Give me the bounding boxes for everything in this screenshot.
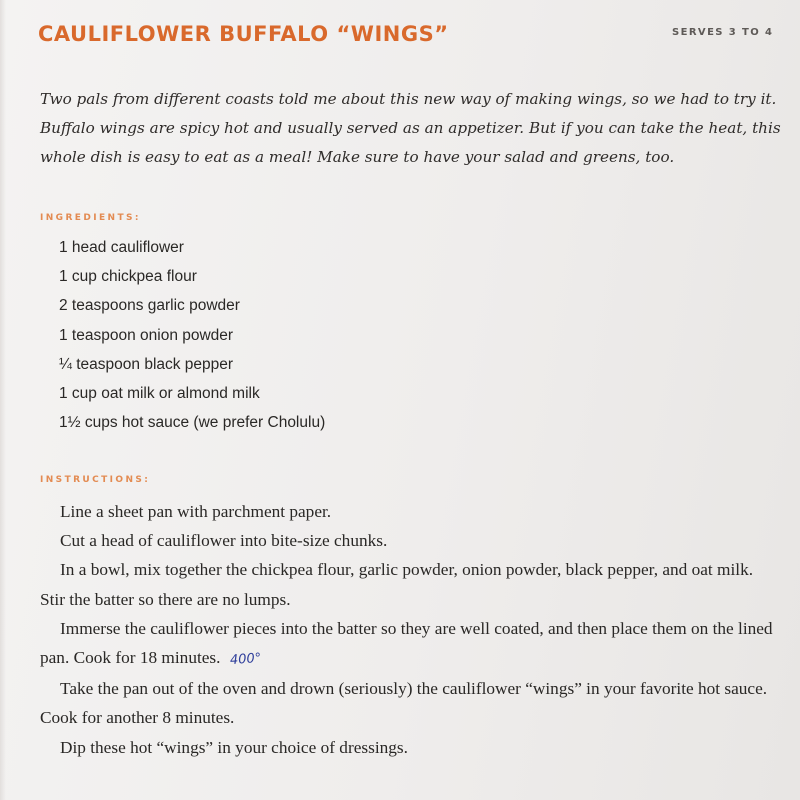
recipe-intro: Two pals from different coasts told me about this new way of making wings, so we had to try it. Buffalo wings are spicy hot and usually served as an appetizer. But if you can take the heat, this whole dish is easy to eat as a meal! Make sure to have your salad and greens, too. bbox=[40, 90, 781, 166]
instruction-text: Take the pan out of the oven and drown (seriously) the cauliflower “wings” in your favorite hot sauce. Cook for another 8 minutes. bbox=[40, 679, 768, 728]
instruction-text: In a bowl, mix together the chickpea flour, garlic powder, onion powder, black pepper, and oat milk. Stir the batter so there are no lumps. bbox=[40, 560, 754, 609]
ingredient-item: 1 cup oat milk or almond milk bbox=[59, 384, 260, 402]
instruction-text: Line a sheet pan with parchment paper. bbox=[60, 502, 332, 521]
instruction-step bbox=[40, 733, 775, 762]
instructions-heading: INSTRUCTIONS: bbox=[40, 475, 151, 485]
instruction-step bbox=[40, 614, 775, 674]
ingredients-heading: INGREDIENTS: bbox=[40, 213, 141, 223]
ingredient-item: ¼ teaspoon black pepper bbox=[59, 355, 234, 373]
ingredient-item: 1 teaspoon onion powder bbox=[59, 326, 234, 344]
instruction-text: Dip these hot “wings” in your choice of dressings. bbox=[60, 737, 408, 757]
recipe-title: CAULIFLOWER BUFFALO “WINGS” bbox=[38, 22, 449, 46]
ingredients-list bbox=[59, 236, 325, 440]
ingredient-item: 2 teaspoons garlic powder bbox=[59, 297, 240, 315]
servings-label: SERVES 3 TO 4 bbox=[672, 27, 774, 38]
instruction-step bbox=[40, 555, 775, 613]
ingredient-item: 1 head cauliflower bbox=[59, 239, 184, 256]
instructions-list bbox=[40, 497, 775, 762]
instruction-text: Immerse the cauliflower pieces into the batter so they are well coated, and then place them on the lined pan. Cook for 18 minutes. bbox=[40, 618, 773, 668]
page-edge-shadow bbox=[0, 0, 6, 800]
instruction-text: Cut a head of cauliflower into bite-size chunks. bbox=[60, 531, 388, 551]
instruction-step bbox=[40, 526, 775, 555]
instruction-step bbox=[40, 497, 775, 526]
handwritten-temperature-note: 400° bbox=[229, 650, 263, 669]
instruction-step bbox=[40, 674, 775, 732]
ingredient-item: 1½ cups hot sauce (we prefer Cholulu) bbox=[59, 414, 326, 432]
ingredient-item: 1 cup chickpea flour bbox=[59, 268, 197, 286]
